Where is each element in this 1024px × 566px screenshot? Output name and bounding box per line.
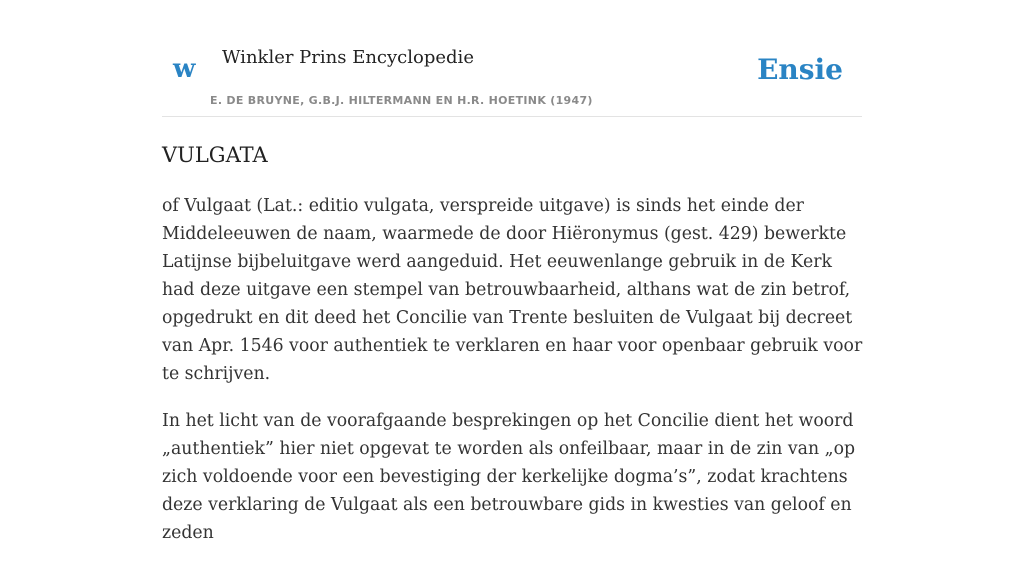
site-header (162, 0, 862, 117)
article-paragraph: of Vulgaat (Lat.: editio vulgata, verspreide uitgave) is sinds het einde der Middeleeuwen de naam, waarmede de door Hiëronymus (gest. 429) bewerkte Latijnse bijbeluitgave werd aangeduid. Het eeuwenlange gebruik in de Kerk had deze uitgave een stempel van betrouwbaarheid, althans wat de zin betrof, opgedrukt en dit deed het Concilie van Trente besluiten de Vulgaat bij decreet van Apr. 1546 voor authentiek te verklaren en haar voor openbaar gebruik voor te schrijven. (162, 196, 863, 384)
article-body (162, 192, 864, 566)
article-title: VULGATA (162, 143, 268, 167)
article-paragraph: In het licht van de voorafgaande besprekingen op het Concilie dient het woord „authentiek” hier niet opgevat te worden als onfeilbaar, maar in de zin van „op zich voldoende voor een bevestiging der kerkelijke dogma’s”, zodat krachtens deze verklaring de Vulgaat als een betrouwbare gids in kwesties van geloof en zeden (162, 411, 856, 543)
winkler-prins-logo[interactable]: w (173, 54, 196, 84)
source-authors: E. DE BRUYNE, G.B.J. HILTERMANN EN H.R. HOETINK (1947) (210, 94, 593, 107)
source-title-link[interactable]: Winkler Prins Encyclopedie (222, 47, 474, 68)
ensie-logo[interactable]: Ensie (757, 53, 843, 86)
